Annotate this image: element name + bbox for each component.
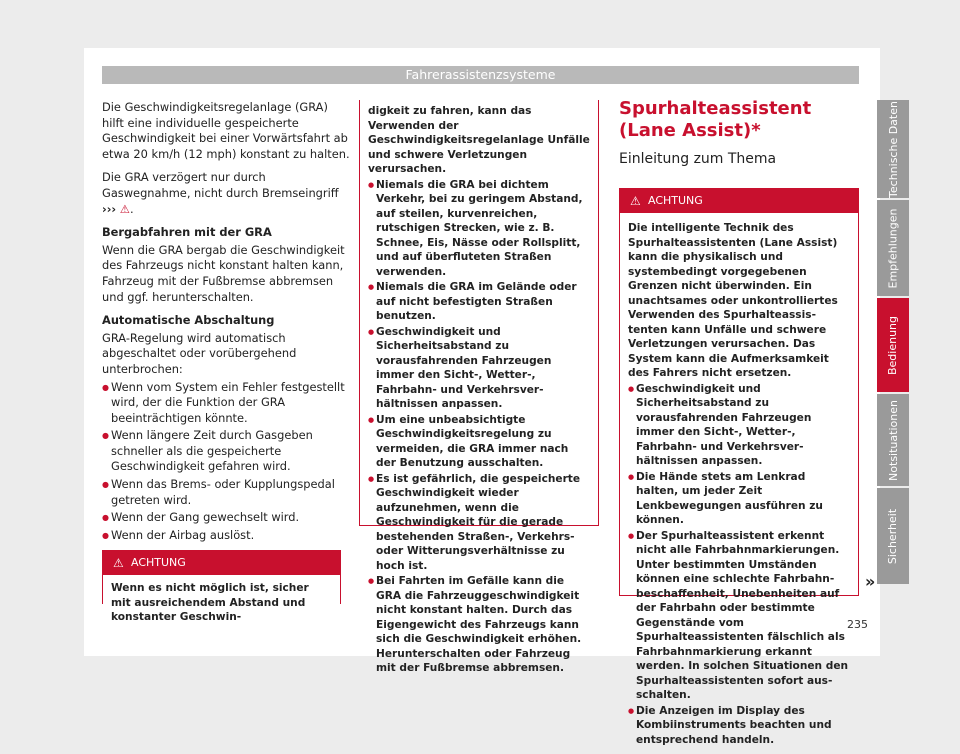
warning-text — [620, 213, 858, 754]
cross-reference-arrows[interactable]: ››› — [102, 201, 117, 216]
warning-box-continued — [359, 100, 599, 674]
list-item: ● Niemals die GRA im Gelände oder auf nicht befestigten Straßen benutzen. — [368, 280, 590, 324]
tab-bedienung[interactable]: Bedienung — [877, 298, 909, 392]
list-item: ● Die Hände stets am Lenkrad halten, um jeder Zeit Lenkbewegungen ausführen zu können. — [628, 470, 850, 528]
tab-technische-daten[interactable]: Technische Daten — [877, 100, 909, 198]
tab-notsituationen[interactable]: Notsituationen — [877, 394, 909, 486]
warning-header: ⚠ ACHTUNG — [103, 551, 340, 575]
page-number: 235 — [847, 618, 868, 631]
subheading: Automatische Abschaltung — [102, 313, 275, 328]
column-1 — [102, 100, 350, 545]
bullet-list — [628, 382, 850, 748]
tab-empfehlungen[interactable]: Empfehlungen — [877, 200, 909, 296]
warning-text — [360, 100, 598, 683]
list-item: ● Die Anzeigen im Display des Kombiinstruments beachten und entsprechend handeln. — [628, 704, 850, 748]
continue-arrow: » — [865, 572, 876, 591]
warning-box — [102, 550, 341, 623]
list-item: ● Niemals die GRA bei dichtem Verkehr, bei zu geringem Abstand, auf steilen, kurvenreichen, rutschigen Strecken, wie z. B. Schnee, Eis, Nässe oder Rollsplitt, und auf überfluteten Straßen verwenden. — [368, 178, 590, 280]
list-item: ● Wenn das Brems- oder Kupplungspedal getreten wird. — [102, 477, 350, 508]
list-item: ● Geschwindigkeit und Sicherheitsabstand zu vorausfahrenden Fahrzeugen immer den Sicht-, Wetter-, Fahrbahn- und Verkehrsverhältnissen anpassen. — [628, 382, 850, 469]
bullet-list — [368, 178, 590, 676]
list-item: ● Geschwindigkeit und Sicherheitsabstand zu vorausfahrenden Fahrzeugen immer den Sicht-, Wetter-, Fahrbahn- und Verkehrsverhältnissen anpassen. — [368, 325, 590, 412]
warning-triangle-icon: ⚠ — [630, 194, 641, 208]
tab-sicherheit[interactable]: Sicherheit — [877, 488, 909, 584]
list-item: ● Der Spurhalteassistent erkennt nicht alle Fahrbahnmarkierungen. Unter bestimmten Umständen können eine schlechte Fahrbahnbeschaffenheit, Unebenheiten auf der Fahrbahn oder bestimmte Gegenstände vom Spurhalteassistenten fälschlich als Fahrbahnmarkierung erkannt werden. In solchen Situationen den Spurhalteassistenten sofort ausschalten. — [628, 529, 850, 703]
list-item: ● Um eine unbeabsichtigte Geschwindigkeitsregelung zu vermeiden, die GRA immer nach der Benutzung ausschalten. — [368, 413, 590, 471]
chapter-header: Fahrerassistenzsysteme — [102, 66, 859, 84]
warning-icon: ⚠ — [119, 201, 130, 216]
list-item: ● Es ist gefährlich, die gespeicherte Geschwindigkeit wieder aufzunehmen, wenn die Geschwindigkeit für die gerade bestehenden Straßen-, Verkehrs- oder Witterungsverhältnisse zu hoch ist. — [368, 472, 590, 574]
list-item: ● Wenn der Gang gewechselt wird. — [102, 510, 350, 526]
list-item: ● Wenn längere Zeit durch Gasgeben schneller als die gespeicherte Geschwindigkeit gefahren wird. — [102, 428, 350, 475]
bullet-list — [102, 380, 350, 544]
list-item: ● Wenn vom System ein Fehler festgestellt wird, der die Funktion der GRA beeinträchtigen könnte. — [102, 380, 350, 427]
subheading: Bergabfahren mit der GRA — [102, 225, 272, 240]
paragraph: Wenn die GRA bergab die Geschwindigkeit des Fahrzeugs nicht konstant halten kann, Fahrzeug mit der Fußbremse abbremsen und ggf. herunterschalten. — [102, 242, 345, 304]
warning-text: Wenn es nicht möglich ist, sicher mit ausreichendem Abstand und konstanter Geschwin- — [111, 582, 309, 623]
paragraph: GRA-Regelung wird automatisch abgeschaltet oder vorübergehend unterbrochen: — [102, 330, 297, 376]
paragraph: Die intelligente Technik des Spurhalteassistenten (Lane Assist) kann die physikalisch und systembedingt vorgegebenen Grenzen nicht überwinden. Ein unachtsames oder unkontrolliertes Verwenden des Spurhalteassistenten kann Unfälle und schwere Verletzungen verursachen. Das System kann die Aufmerksamkeit des Fahrers nicht ersetzen. — [628, 222, 838, 379]
paragraph: Die GRA verzögert nur durch Gaswegnahme, nicht durch Bremseingriff ››› ⚠. — [102, 170, 339, 216]
list-item: ● Bei Fahrten im Gefälle kann die GRA die Fahrzeuggeschwindigkeit nicht konstant halten. Durch das Eigengewicht des Fahrzeugs kann sich die Geschwindigkeit erhöhen. Herunterschalten oder Fahrzeug mit der Fußbremse abbremsen. — [368, 574, 590, 676]
paragraph: digkeit zu fahren, kann das Verwenden der Geschwindigkeitsregelanlage Unfälle und schwere Verletzungen verursachen. — [368, 105, 590, 175]
column-3 — [619, 98, 859, 182]
section-title: Spurhalteassistent (Lane Assist)* — [619, 98, 812, 141]
paragraph: Die Geschwindigkeitsregelanlage (GRA) hilft eine individuelle gespeicherte Geschwindigkeit bei einer Vorwärtsfahrt ab etwa 20 km/h (12 mph) konstant zu halten. — [102, 100, 350, 161]
warning-triangle-icon: ⚠ — [113, 556, 124, 570]
section-subtitle: Einleitung zum Thema — [619, 151, 777, 167]
list-item: ● Wenn der Airbag auslöst. — [102, 528, 350, 544]
warning-header: ⚠ ACHTUNG — [620, 189, 858, 213]
